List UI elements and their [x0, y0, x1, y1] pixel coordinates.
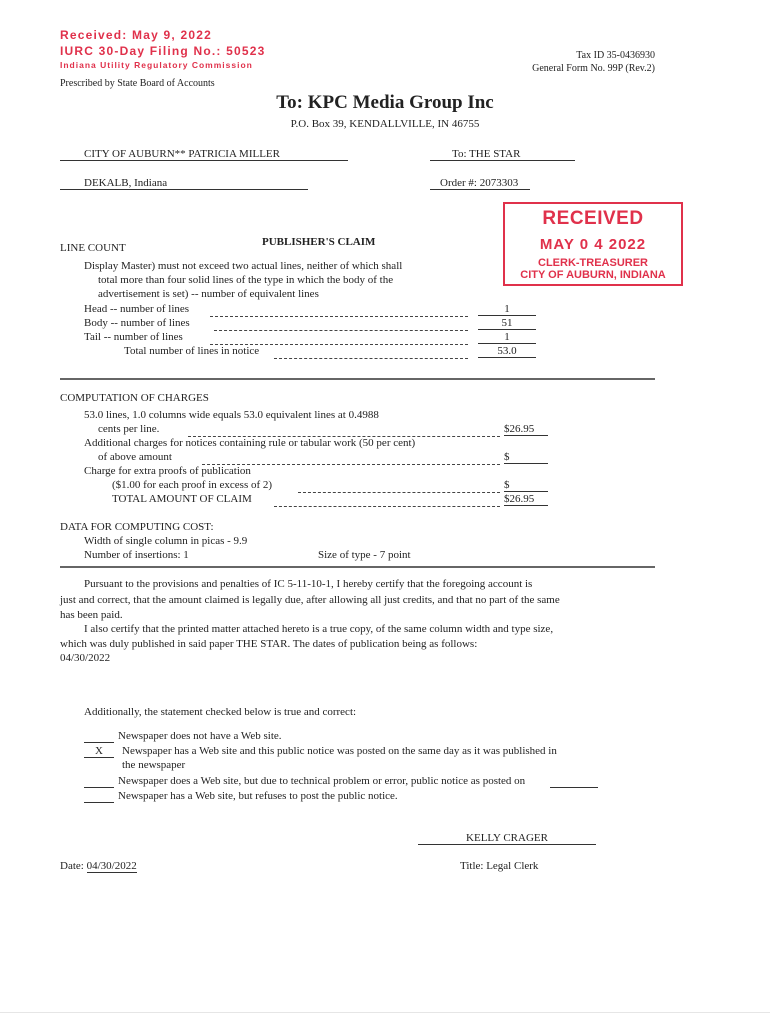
newspaper: To: THE STAR [430, 148, 575, 161]
option-check-3 [84, 775, 114, 788]
charges-line-5: Charge for extra proofs of publication [84, 465, 251, 477]
head-value: 1 [478, 303, 536, 316]
total-claim-value: $26.95 [504, 493, 548, 506]
signer-title: Title: Legal Clerk [460, 860, 539, 872]
claimant: CITY OF AUBURN** PATRICIA MILLER [60, 148, 348, 161]
total-lines-label: Total number of lines in notice [124, 345, 260, 357]
charges-line-3: Additional charges for notices containing rule or tabular work (50 per cent) [84, 437, 416, 449]
certify-text: which was duly published in said paper THE STAR. The dates of publication being as follows: [60, 638, 478, 650]
received-stamp [503, 202, 683, 286]
stamp-line-2: CITY OF AUBURN, INDIANA [520, 269, 666, 281]
dash-leader [214, 330, 468, 331]
line-charge-value: $26.95 [504, 423, 548, 436]
statement-intro: Additionally, the statement checked below is true and correct: [84, 706, 357, 718]
prescribed-by: Prescribed by State Board of Accounts [60, 78, 215, 89]
option-text-4: Newspaper has a Web site, but refuses to post the public notice. [118, 790, 398, 802]
tax-id: Tax ID 35-0436930 [576, 50, 655, 61]
charges-heading: COMPUTATION OF CHARGES [60, 392, 209, 404]
certify-text: I also certify that the printed matter attached hereto is a true copy, of the same column width and type size, [84, 623, 554, 635]
type-size: Size of type - 7 point [318, 549, 411, 561]
order-number: Order #: 2073303 [430, 177, 530, 190]
stamp-date: MAY 0 4 2022 [539, 236, 647, 253]
total-claim-label: TOTAL AMOUNT OF CLAIM [112, 493, 252, 505]
claim-title: PUBLISHER'S CLAIM [262, 236, 376, 248]
date-value: 04/30/2022 [86, 860, 137, 872]
option-check-4 [84, 790, 114, 803]
option-text-3: Newspaper does a Web site, but due to technical problem or error, public notice as posted on [118, 775, 526, 787]
option-text-2: Newspaper has a Web site and this public notice was posted on the same day as it was published in [122, 745, 557, 757]
option-check-1 [84, 730, 114, 743]
dash-leader [274, 506, 500, 507]
option-text-1: Newspaper does not have a Web site. [118, 730, 282, 742]
received-date: Received: May 9, 2022 [60, 28, 212, 42]
option-text-2b: the newspaper [122, 759, 186, 771]
proofs-charge-value: $ [504, 479, 548, 492]
display-text-3: advertisement is set) -- number of equivalent lines [98, 288, 319, 300]
section-divider [60, 566, 655, 568]
total-lines-value: 53.0 [478, 345, 536, 358]
cost-heading: DATA FOR COMPUTING COST: [60, 521, 214, 533]
display-text-2: total more than four solid lines of the type in which the body of the [98, 274, 394, 286]
column-width: Width of single column in picas - 9.9 [84, 535, 248, 547]
dash-leader [274, 358, 468, 359]
charges-line-6: ($1.00 for each proof in excess of 2) [112, 479, 273, 491]
commission-name: Indiana Utility Regulatory Commission [60, 60, 253, 70]
dash-leader [298, 492, 500, 493]
line-count-heading: LINE COUNT [60, 242, 126, 254]
filing-number: IURC 30-Day Filing No.: 50523 [60, 44, 266, 58]
display-text-1: Display Master) must not exceed two actual lines, neither of which shall [84, 260, 403, 272]
certify-text: just and correct, that the amount claimed is legally due, after allowing all just credits, and that no part of the same [60, 594, 560, 606]
county: DEKALB, Indiana [60, 177, 308, 190]
head-label: Head -- number of lines [84, 303, 190, 315]
addressee-address: P.O. Box 39, KENDALLVILLE, IN 46755 [290, 118, 480, 130]
tail-label: Tail -- number of lines [84, 331, 183, 343]
addressee-title: To: KPC Media Group Inc [276, 92, 494, 113]
charges-line-2: cents per line. [98, 423, 160, 435]
publication-date: 04/30/2022 [60, 652, 111, 664]
page-edge [0, 1012, 770, 1013]
body-value: 51 [478, 317, 536, 330]
option-check-2: X [84, 745, 114, 758]
body-label: Body -- number of lines [84, 317, 190, 329]
dash-leader [210, 316, 468, 317]
certify-text: has been paid. [60, 609, 123, 621]
posted-on-blank [550, 787, 598, 788]
stamp-line-1: CLERK-TREASURER [538, 257, 648, 269]
stamp-title: RECEIVED [542, 208, 644, 229]
charges-line-4: of above amount [98, 451, 172, 463]
section-divider [60, 378, 655, 380]
tail-value: 1 [478, 331, 536, 344]
charges-line-1: 53.0 lines, 1.0 columns wide equals 53.0 equivalent lines at 0.4988 [84, 409, 379, 421]
insertions: Number of insertions: 1 [84, 549, 189, 561]
date-label: Date: [60, 860, 84, 872]
form-number: General Form No. 99P (Rev.2) [532, 63, 655, 74]
date-field [60, 860, 137, 873]
additional-charge-value: $ [504, 451, 548, 464]
certify-text: Pursuant to the provisions and penalties of IC 5-11-10-1, I hereby certify that the foregoing account is [84, 578, 533, 590]
signer-name: KELLY CRAGER [418, 832, 596, 845]
